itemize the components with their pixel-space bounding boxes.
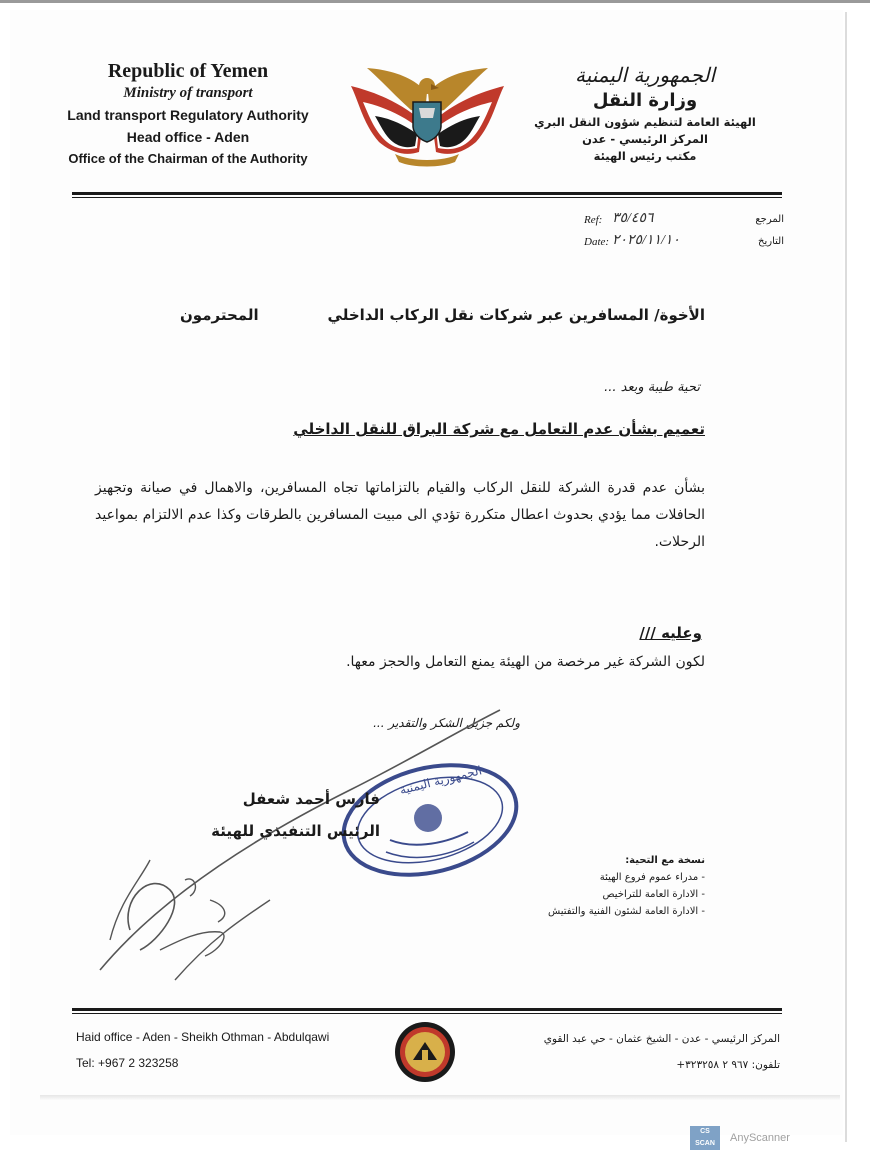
ref-label: Ref:	[584, 214, 603, 226]
authority-logo-icon	[393, 1020, 457, 1084]
footer-english	[76, 1024, 366, 1076]
date-row	[584, 232, 784, 254]
english-office: Head office - Aden	[126, 129, 250, 145]
closing-phrase: ولكم جزيل الشكر والتقدير ...	[373, 716, 520, 730]
ref-number: ٣٥/٤٥٦	[612, 211, 654, 226]
copies-list	[460, 852, 705, 920]
yemen-eagle-emblem-icon	[345, 62, 510, 170]
letter-conclusion: لكون الشركة غير مرخصة من الهيئة يمنع التعامل والحجز معها.	[346, 654, 705, 670]
letter-subject: تعميم بشأن عدم التعامل مع شركة البراق للنقل الداخلي	[293, 420, 705, 438]
header-rule	[72, 192, 782, 195]
arabic-authority: الهيئة العامة لتنظيم شؤون النقل البري	[534, 115, 756, 129]
scanner-name: AnyScanner	[730, 1132, 790, 1144]
stamp-text: الجمهورية اليمنية	[398, 763, 484, 798]
official-stamp-and-signature-icon	[90, 700, 540, 990]
addressee-line	[180, 306, 705, 324]
reference-block	[584, 210, 784, 254]
footer-phone-arabic: تلفون: ٩٦٧ ٢ ٣٢٣٢٥٨+	[676, 1059, 780, 1071]
english-letterhead	[58, 60, 318, 170]
arabic-office: المركز الرئيسي - عدن	[582, 132, 708, 146]
copies-title: نسخة مع التحية:	[625, 855, 705, 866]
page-shadow	[40, 1095, 840, 1101]
footer-rule	[72, 1008, 782, 1011]
arabic-ministry: وزارة النقل	[592, 90, 698, 111]
english-authority: Land transport Regulatory Authority	[67, 107, 309, 123]
english-title: Republic of Yemen	[107, 60, 269, 82]
signatory-title: الرئيس التنفيذي للهيئة	[211, 822, 380, 840]
arabic-letterhead	[520, 62, 770, 165]
list-item: - مدراء عموم فروع الهيئة	[599, 872, 705, 883]
reference-row	[584, 210, 784, 232]
list-item: - الادارة العامة للتراخيص	[602, 889, 705, 900]
date-label-arabic: التاريخ	[758, 236, 784, 247]
page-edge	[845, 12, 847, 1142]
footer-address-arabic: المركز الرئيسي - عدن - الشيخ عثمان - حي عبد القوي	[543, 1033, 780, 1045]
greeting: تحية طيبة وبعد ...	[604, 380, 700, 395]
letter-body: بشأن عدم قدرة الشركة للنقل الركاب والقيام بالتزاماتها تجاه المسافرين، والاهمال في صيانة وتجهيز الحافلات مما يؤدي بحدوث اعطال متكررة تؤدي الى مبيت المسافرين بالطرقات وكذا عدم الالتزام بمواعيد الرحلات.	[95, 480, 705, 550]
top-edge-line	[0, 0, 870, 3]
addressee: الأخوة/ المسافرين عبر شركات نقل الركاب الداخلي	[327, 306, 705, 324]
date-label: Date:	[584, 236, 610, 248]
footer-rule-thin	[72, 1013, 782, 1014]
ref-label-arabic: المرجع	[755, 214, 784, 225]
arabic-chairman-office: مكتب رئيس الهيئة	[593, 149, 697, 163]
arabic-republic: الجمهورية اليمنية	[574, 63, 716, 87]
signatory-name: فارس أحمد شعفل	[242, 790, 380, 808]
list-item: - الادارة العامة لشئون الفنية والتفتيش	[548, 906, 705, 917]
english-ministry: Ministry of transport	[123, 85, 253, 101]
english-chairman-office: Office of the Chairman of the Authority	[68, 151, 308, 166]
accordingly-heading: وعليه ///	[639, 624, 702, 642]
footer-address: Haid office - Aden - Sheikh Othman - Abdulqawi	[76, 1030, 330, 1044]
addressee-honorific: المحترمون	[180, 306, 259, 324]
scanner-badge-icon: CS SCAN	[690, 1126, 720, 1150]
header-rule-thin	[72, 197, 782, 198]
date-value: ٢٠٢٥/١١/١٠	[612, 233, 680, 248]
scanner-watermark	[690, 1122, 820, 1156]
footer-phone: Tel: +967 2 323258	[76, 1056, 179, 1070]
footer-arabic	[520, 1026, 780, 1078]
